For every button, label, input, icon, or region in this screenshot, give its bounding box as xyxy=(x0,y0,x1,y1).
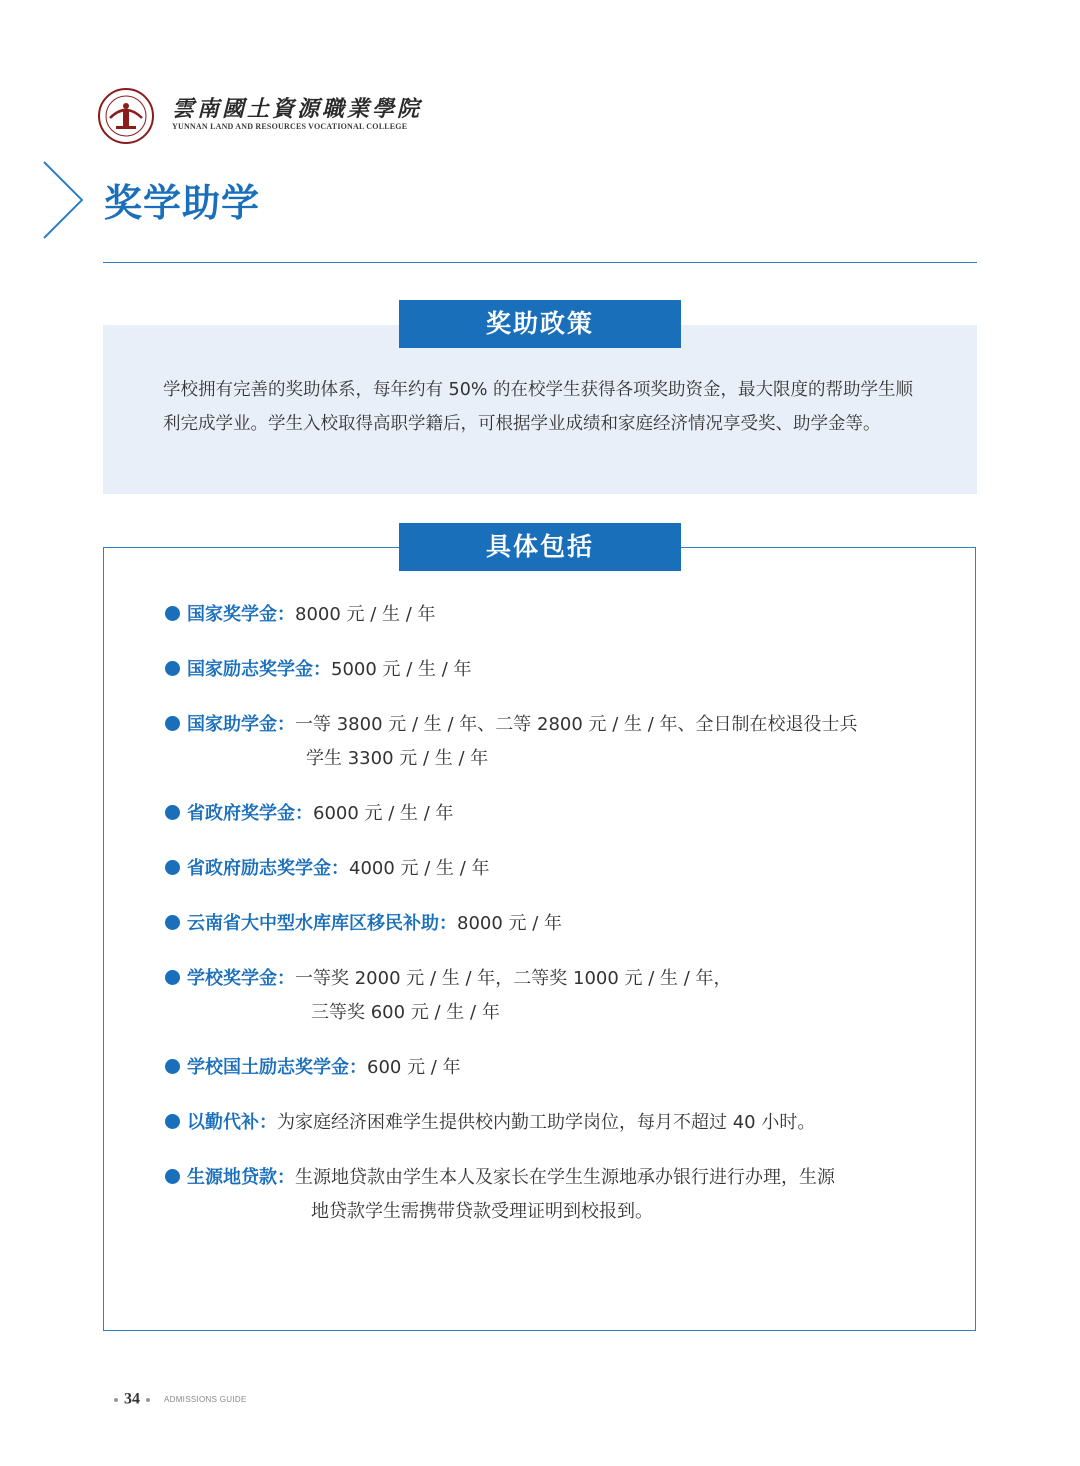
bullet-icon xyxy=(165,915,180,930)
page-title: 奖学助学 xyxy=(104,181,261,225)
college-name-en: YUNNAN LAND AND RESOURCES VOCATIONAL COLLEGE xyxy=(172,122,408,131)
item-label: 学校奖学金 xyxy=(187,968,277,989)
item-label: 以勤代补 xyxy=(187,1112,259,1133)
list-item xyxy=(165,852,925,886)
item-label: 省政府奖学金 xyxy=(187,803,295,824)
bullet-icon xyxy=(165,661,180,676)
bullet-icon xyxy=(165,1114,180,1129)
list-item xyxy=(165,797,925,831)
item-label: 学校国土励志奖学金 xyxy=(187,1057,349,1078)
page-number: 34 xyxy=(124,1390,140,1408)
item-text: 生源地贷款由学生本人及家长在学生生源地承办银行进行办理，生源 xyxy=(295,1167,835,1188)
list-item xyxy=(165,1106,925,1140)
policy-heading: 奖助政策 xyxy=(399,300,681,348)
item-text-continued: 地贷款学生需携带贷款受理证明到校报到。 xyxy=(311,1201,653,1222)
title-divider xyxy=(103,262,977,263)
dot-icon xyxy=(146,1398,150,1402)
bullet-icon xyxy=(165,1059,180,1074)
item-text: 600 元 / 年 xyxy=(367,1057,461,1078)
item-label: 国家励志奖学金 xyxy=(187,659,313,680)
list-item xyxy=(165,907,925,941)
list-item xyxy=(165,962,925,1030)
list-item xyxy=(165,598,925,632)
list-item xyxy=(165,708,925,776)
item-colon: ： xyxy=(277,1167,295,1188)
item-text: 6000 元 / 生 / 年 xyxy=(313,803,454,824)
bullet-icon xyxy=(165,606,180,621)
item-colon: ： xyxy=(439,913,457,934)
college-logo xyxy=(98,88,423,144)
bullet-icon xyxy=(165,860,180,875)
item-text: 8000 元 / 生 / 年 xyxy=(295,604,436,625)
dot-icon xyxy=(114,1398,118,1402)
college-seal-icon xyxy=(98,88,154,144)
item-label: 云南省大中型水库库区移民补助 xyxy=(187,913,439,934)
item-text: 8000 元 / 年 xyxy=(457,913,563,934)
bullet-icon xyxy=(165,970,180,985)
list-item xyxy=(165,1051,925,1085)
chevron-right-icon xyxy=(40,160,86,240)
item-text: 一等 3800 元 / 生 / 年、二等 2800 元 / 生 / 年、全日制在校退役士兵 xyxy=(295,714,858,735)
bullet-icon xyxy=(165,805,180,820)
item-text: 为家庭经济困难学生提供校内勤工助学岗位，每月不超过 40 小时。 xyxy=(277,1112,816,1133)
item-colon: ： xyxy=(259,1112,277,1133)
item-colon: ： xyxy=(331,858,349,879)
item-colon: ： xyxy=(277,604,295,625)
item-colon: ： xyxy=(295,803,313,824)
list-item xyxy=(165,653,925,687)
list-item xyxy=(165,1161,925,1229)
policy-text: 学校拥有完善的奖助体系，每年约有 50% 的在校学生获得各项奖助资金，最大限度的帮助学生顺利完成学业。学生入校取得高职学籍后，可根据学业成绩和家庭经济情况享受奖、助学金等。 xyxy=(163,380,914,434)
item-colon: ： xyxy=(313,659,331,680)
item-label: 国家奖学金 xyxy=(187,604,277,625)
item-colon: ： xyxy=(277,714,295,735)
item-text: 4000 元 / 生 / 年 xyxy=(349,858,490,879)
guide-label: ADMISSIONS GUIDE xyxy=(164,1395,247,1404)
page-footer xyxy=(108,1389,247,1411)
item-colon: ： xyxy=(349,1057,367,1078)
college-name-cn: 雲南國土資源職業學院 xyxy=(172,96,423,122)
item-label: 省政府励志奖学金 xyxy=(187,858,331,879)
item-text-continued: 学生 3300 元 / 生 / 年 xyxy=(306,748,489,769)
details-heading: 具体包括 xyxy=(399,523,681,571)
item-label: 国家助学金 xyxy=(187,714,277,735)
bullet-icon xyxy=(165,716,180,731)
item-label: 生源地贷款 xyxy=(187,1167,277,1188)
item-text: 一等奖 2000 元 / 生 / 年，二等奖 1000 元 / 生 / 年， xyxy=(295,968,732,989)
item-text-continued: 三等奖 600 元 / 生 / 年 xyxy=(311,1002,500,1023)
item-colon: ： xyxy=(277,968,295,989)
item-text: 5000 元 / 生 / 年 xyxy=(331,659,472,680)
bullet-icon xyxy=(165,1169,180,1184)
